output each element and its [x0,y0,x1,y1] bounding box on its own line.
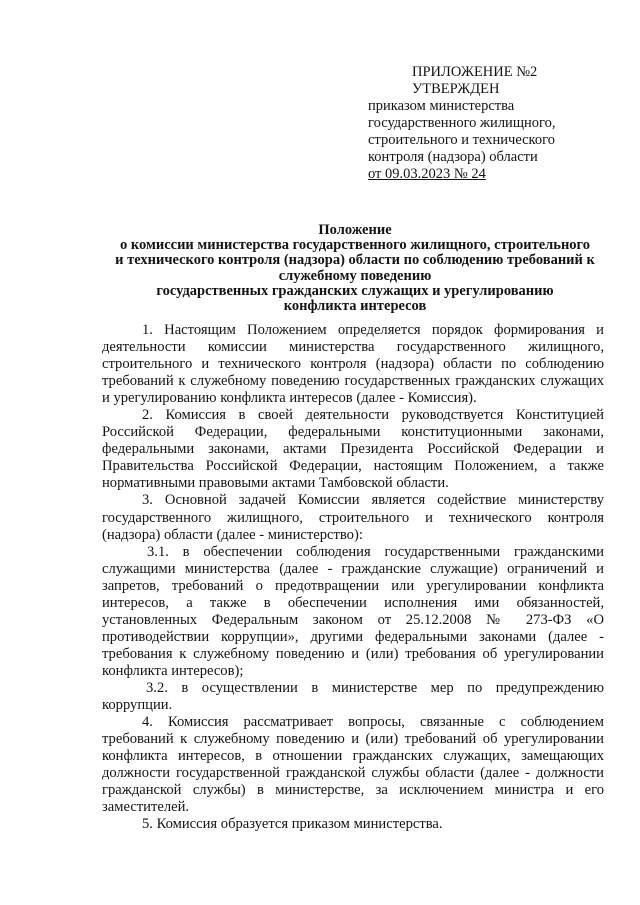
document-body [102,322,604,833]
document-title [95,223,615,314]
appendix-label: ПРИЛОЖЕНИЕ №2 [412,64,538,80]
paragraph-3-1: 3.1. в обеспечении соблюдения государственными гражданскими служащими министерства (далее - гражданские служащие) ограничений и запретов, требований о предотвращении или урегулировании конфликта интересов, а также в обеспечении исполнения ими обязанностей, установленных Федеральным законом от 25.12.2008 № 273-ФЗ «О противодействии коррупции», другими федеральными законами (далее - требования к служебному поведению и (или) требования об урегулировании конфликта интересов); [102,543,604,679]
approved-label: УТВЕРЖДЕН [412,81,500,97]
paragraph-3-2: 3.2. в осуществлении в министерстве мер по предупреждению коррупции. [102,679,604,714]
order-line: контроля (надзора) области [368,149,538,165]
paragraph-2: 2. Комиссия в своей деятельности руководствуется Конституцией Российской Федерации, федеральными конституционными законами, федеральными законами, актами Президента Российской Федерации и Правительства Российской Федерации, настоящим Положением, а также нормативными правовыми актами Тамбовской области. [102,407,604,492]
order-line: приказом министерства [368,98,515,114]
title-line: и технического контроля (надзора) области по соблюдению требований к [115,252,595,269]
title-heading: Положение [318,222,392,238]
title-line: служебному поведению [278,267,432,284]
title-line: о комиссии министерства государственного жилищного, строительного [119,237,591,254]
paragraph-5: 5. Комиссия образуется приказом министерства. [142,816,443,833]
order-date-number: от 09.03.2023 № 24 [368,166,486,182]
title-line: государственных гражданских служащих и урегулированию [156,282,554,299]
order-line: государственного жилищного, [368,115,556,131]
paragraph-4: 4. Комиссия рассматривает вопросы, связанные с соблюдением требований к служебному поведению и (или) требований об урегулировании конфликта интересов, в отношении гражданских служащих, замещающих должности государственной гражданской службы области (далее - должности гражданской службы) в министерстве, за исключением министра и его заместителей. [102,714,604,816]
paragraph-1: 1. Настоящим Положением определяется порядок формирования и деятельности комиссии министерства государственного жилищного, строительного и технического контроля (надзора) области по соблюдению требований к служебному поведению государственных гражданских служащих и урегулированию конфликта интересов (далее - Комиссия). [102,322,604,407]
title-line: конфликта интересов [283,298,427,315]
paragraph-3: 3. Основной задачей Комиссии является содействие министерству государственного жилищного, строительного и технического контроля (надзора) области (далее - министерство): [102,492,604,543]
order-line: строительного и технического [368,132,555,148]
